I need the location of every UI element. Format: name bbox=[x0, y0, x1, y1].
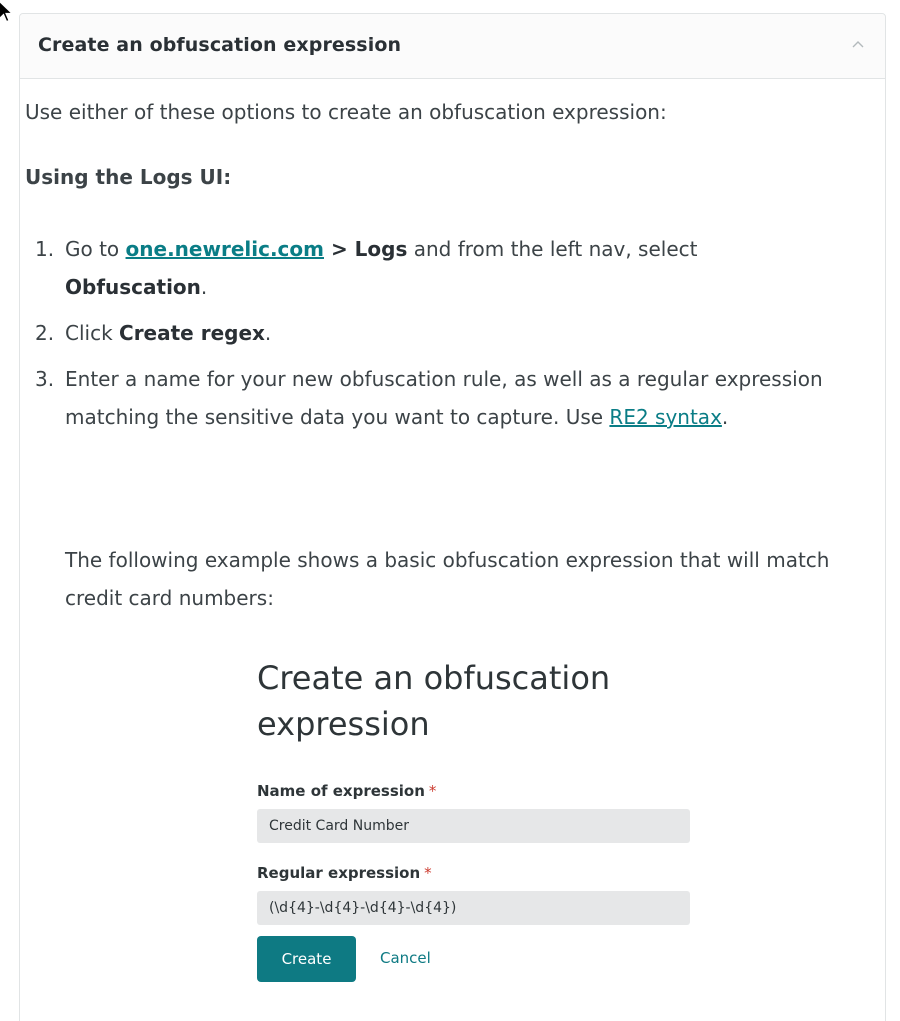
step-obfuscation: Obfuscation bbox=[65, 275, 201, 299]
regex-label-text: Regular expression bbox=[257, 864, 421, 882]
step-text: and from the left nav, select bbox=[407, 237, 698, 261]
name-of-expression-label bbox=[257, 782, 436, 800]
step-text: Click bbox=[65, 321, 120, 345]
panel-header[interactable] bbox=[20, 14, 885, 79]
step-period: . bbox=[200, 275, 208, 299]
required-marker: * bbox=[424, 864, 432, 882]
intro-text: Use either of these options to create an obfuscation expression: bbox=[25, 100, 667, 124]
step-number: 1. bbox=[35, 237, 55, 261]
list-item bbox=[25, 360, 825, 474]
section-subhead: Using the Logs UI: bbox=[25, 165, 232, 189]
step-create-regex: Create regex bbox=[119, 321, 265, 345]
newrelic-link[interactable]: one.newrelic.com bbox=[125, 237, 324, 261]
step-text: Enter a name for your new obfuscation rule, as well as a regular expression matching the sensitive data you want to capture. Use bbox=[65, 367, 823, 429]
name-label-text: Name of expression bbox=[257, 782, 425, 800]
list-item bbox=[25, 230, 825, 306]
required-marker: * bbox=[428, 782, 437, 800]
step-number: 2. bbox=[35, 321, 55, 345]
steps-list bbox=[25, 230, 825, 474]
regular-expression-label bbox=[257, 864, 432, 882]
step-text: Go to bbox=[65, 237, 126, 261]
cancel-button[interactable]: Cancel bbox=[380, 949, 431, 967]
step-period: . bbox=[721, 405, 729, 429]
list-item bbox=[25, 314, 825, 352]
example-title: Create an obfuscation expression bbox=[257, 659, 611, 743]
step-logs: Logs bbox=[354, 237, 408, 261]
example-description: The following example shows a basic obfuscation expression that will match credit card numbers: bbox=[65, 548, 830, 610]
step-number: 3. bbox=[35, 367, 55, 391]
chevron-up-icon[interactable] bbox=[851, 39, 865, 49]
name-of-expression-input[interactable] bbox=[257, 809, 690, 843]
step-gt: > bbox=[323, 237, 355, 261]
create-button[interactable]: Create bbox=[257, 936, 356, 982]
regular-expression-input[interactable] bbox=[257, 891, 690, 925]
example-screenshot bbox=[238, 655, 708, 995]
step-period: . bbox=[264, 321, 272, 345]
re2-syntax-link[interactable]: RE2 syntax bbox=[609, 405, 722, 429]
panel-title: Create an obfuscation expression bbox=[38, 34, 402, 56]
mouse-cursor-icon bbox=[0, 0, 14, 24]
